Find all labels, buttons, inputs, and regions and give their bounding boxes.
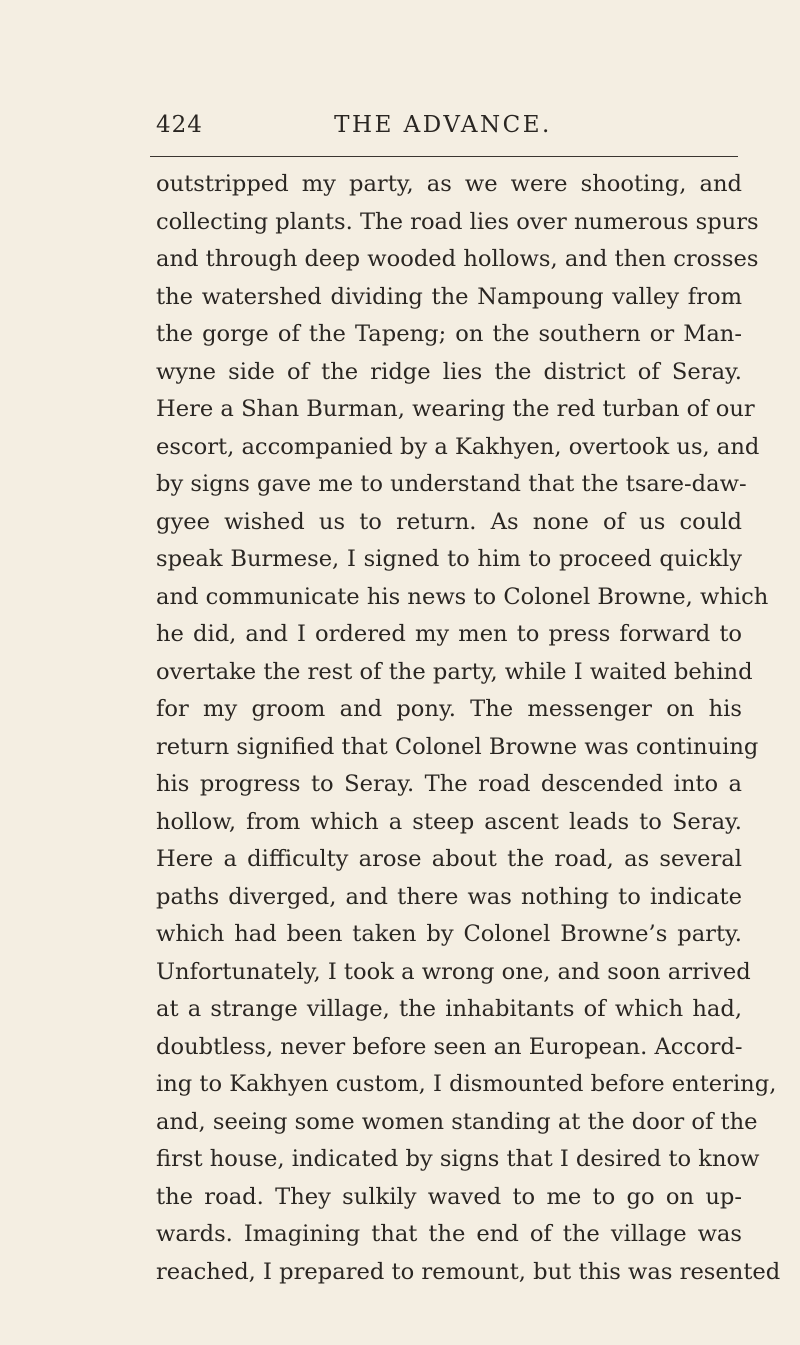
text-line: paths diverged, and there was nothing to indicate bbox=[156, 883, 742, 910]
text-line: wards. Imagining that the end of the village was bbox=[156, 1221, 742, 1247]
text-line: speak Burmese, I signed to him to proceed quickly bbox=[156, 546, 742, 572]
text-line: and through deep wooded hollows, and then crosses bbox=[156, 246, 759, 272]
text-line: by signs gave me to understand that the tsare-daw- bbox=[156, 471, 747, 497]
text-line: return signified that Colonel Browne was continuing bbox=[156, 733, 759, 760]
text-line: the road. They sulkily waved to me to go on up- bbox=[156, 1183, 742, 1210]
text-line: and, seeing some women standing at the door of the bbox=[156, 1108, 758, 1135]
text-line: for my groom and pony. The messenger on his bbox=[156, 696, 742, 722]
text-line: hollow, from which a steep ascent leads to Seray. bbox=[156, 808, 742, 835]
text-line: the gorge of the Tapeng; on the southern or Man- bbox=[156, 321, 742, 347]
page-number: 424 bbox=[156, 112, 203, 138]
text-line: doubtless, never before seen an European. Accord- bbox=[156, 1033, 743, 1060]
text-line: overtake the rest of the party, while I waited behind bbox=[156, 658, 753, 685]
text-line: escort, accompanied by a Kakhyen, overtook us, and bbox=[156, 433, 760, 460]
text-line: collecting plants. The road lies over numerous spurs bbox=[156, 208, 759, 235]
text-line: he did, and I ordered my men to press forward to bbox=[156, 621, 742, 647]
body-text bbox=[156, 166, 781, 1291]
text-line: which had been taken by Colonel Browne’s party. bbox=[156, 921, 742, 947]
text-line: first house, indicated by signs that I desired to know bbox=[156, 1146, 760, 1172]
text-line: Here a Shan Burman, wearing the red turban of our bbox=[156, 396, 755, 422]
text-line: Here a difficulty arose about the road, as several bbox=[156, 846, 742, 872]
text-line: gyee wished us to return. As none of us could bbox=[156, 508, 742, 535]
text-line: reached, I prepared to remount, but this was resented bbox=[156, 1258, 781, 1285]
text-line: the watershed dividing the Nampoung valley from bbox=[156, 283, 742, 310]
running-title: THE ADVANCE. bbox=[334, 112, 552, 138]
text-line: his progress to Seray. The road descended into a bbox=[156, 771, 742, 797]
text-line: ing to Kakhyen custom, I dismounted before entering, bbox=[156, 1071, 777, 1097]
text-line: and communicate his news to Colonel Browne, which bbox=[156, 583, 769, 610]
text-line: at a strange village, the inhabitants of which had, bbox=[156, 996, 742, 1022]
text-line: Unfortunately, I took a wrong one, and soon arrived bbox=[156, 958, 751, 985]
header-rule bbox=[150, 156, 738, 157]
running-head bbox=[148, 112, 738, 146]
text-line: outstripped my party, as we were shooting, and bbox=[156, 171, 742, 197]
text-line: wyne side of the ridge lies the district of Seray. bbox=[156, 358, 742, 385]
